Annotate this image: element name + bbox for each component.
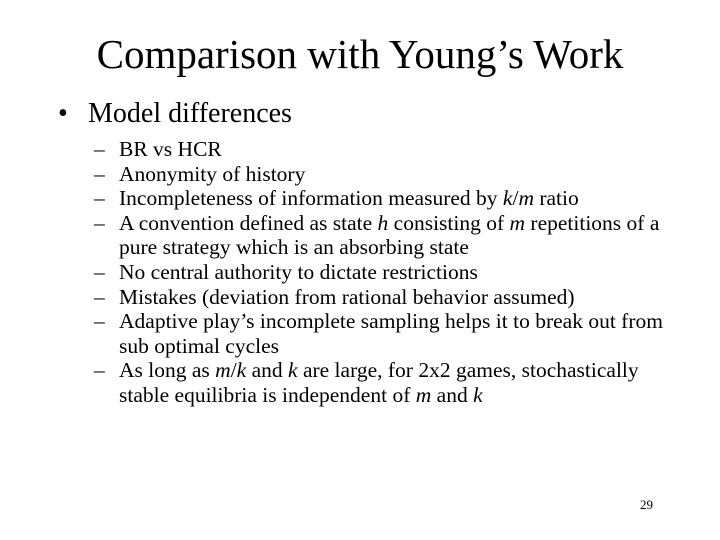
sub-bullet-item <box>94 285 684 310</box>
dash-marker: – <box>94 284 105 309</box>
sub-bullet-text: As long as m/k and k are large, for 2x2 games, stochastically stable equilibria is independent of m and k <box>119 358 639 407</box>
bullet-model-differences <box>58 96 292 132</box>
dash-marker: – <box>94 186 105 211</box>
sub-bullet-item <box>94 211 684 260</box>
sub-bullet-text: Anonymity of history <box>119 161 306 186</box>
sub-bullet-text: A convention defined as state h consisting of m repetitions of a pure strategy which is an absorbing state <box>119 210 660 260</box>
sub-bullet-text: Incompleteness of information measured by k/m ratio <box>119 186 579 211</box>
sub-bullet-item <box>94 186 684 211</box>
sub-bullet-item <box>94 137 684 162</box>
dash-marker: – <box>94 161 105 186</box>
slide-title: Comparison with Young’s Work <box>96 31 624 77</box>
sub-bullet-list <box>94 137 684 408</box>
dash-marker: – <box>94 309 105 334</box>
bullet-marker: • <box>58 98 68 129</box>
sub-bullet-item <box>94 260 684 285</box>
dash-marker: – <box>94 259 105 284</box>
sub-bullet-text: Mistakes (deviation from rational behavior assumed) <box>119 284 575 309</box>
sub-bullet-item <box>94 309 684 358</box>
page-number: 29 <box>640 497 653 512</box>
dash-marker: – <box>94 137 105 161</box>
bullet-text: Model differences <box>88 98 292 129</box>
dash-marker: – <box>94 210 105 235</box>
sub-bullet-item <box>94 162 684 187</box>
dash-marker: – <box>94 358 105 383</box>
sub-bullet-item <box>94 358 684 407</box>
sub-bullet-text: Adaptive play’s incomplete sampling helps it to break out from sub optimal cycles <box>119 309 663 358</box>
sub-bullet-text: No central authority to dictate restrictions <box>119 259 478 284</box>
sub-bullet-text: BR vs HCR <box>119 137 222 161</box>
